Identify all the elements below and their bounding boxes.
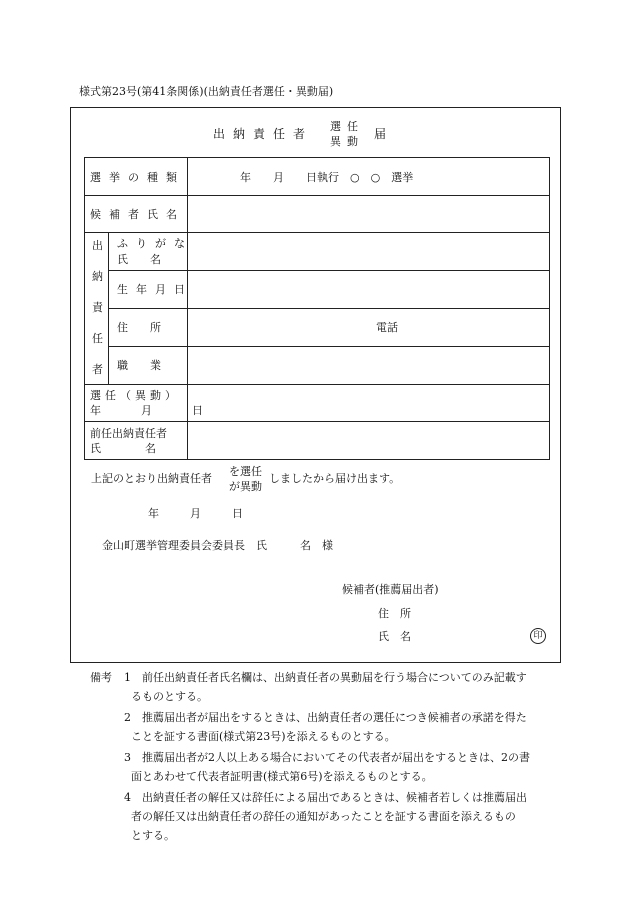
submitter-address-label: 住 所 [378,607,411,620]
form-label: 様式第23号(第41条関係)(出納責任者選任・異動届) [79,85,334,98]
submitter-name-label: 氏 名 [378,630,411,643]
table-line [549,157,550,459]
form-title-suffix: 届 [374,127,387,141]
table-line [108,232,109,384]
note-text: るものとする。 [131,690,208,703]
note-number: 3 [124,751,131,764]
table-line [84,195,550,196]
statement-option-change: が異動 [229,480,262,493]
table-line [108,308,550,309]
appointment-date-label: 選任（異動） [90,389,180,402]
note-text: とする。 [131,829,175,842]
statement-option-appoint: を選任 [229,465,262,478]
note-number: 1 [124,671,131,684]
election-type-value: 年 月 日執行 ○ ○ 選挙 [240,171,414,184]
note-text: 推薦届出者が届出をするときは、出納責任者の選任につき候補者の承諾を得た [142,711,527,724]
table-line [84,157,550,158]
note-text: 面とあわせて代表者証明書(様式第6号)を添えるものとする。 [131,770,433,783]
treasurer-label-char: 者 [92,363,103,376]
address-label: 住 所 [117,321,161,334]
form-title-main: 出納責任者 [213,127,314,141]
treasurer-label-char: 出 [92,239,103,252]
submitter-title: 候補者(推薦届出者) [342,583,439,596]
table-line [84,421,550,422]
note-text: 出納責任者の解任又は辞任による届出であるときは、候補者若しくは推薦届出 [142,791,527,804]
seal-mark: 印 [530,628,546,644]
phone-label: 電話 [376,321,398,334]
election-type-label: 選挙の種類 [90,171,185,184]
table-line [84,232,550,233]
occupation-label: 職 業 [117,359,161,372]
note-text: 前任出納責任者氏名欄は、出納責任者の異動届を行う場合についてのみ記載す [142,671,527,684]
notes-heading: 備考 [90,671,112,684]
furigana-label: ふりがな [117,237,193,250]
note-text: 者の解任又は出納責任者の辞任の通知があったことを証する書面を添えるもの [131,810,516,823]
table-line [84,384,550,385]
note-number: 2 [124,711,131,724]
prev-treasurer-label: 前任出納責任者 [90,427,167,440]
statement-prefix: 上記のとおり出納責任者 [91,472,212,485]
addressee: 金山町選挙管理委員会委員長 氏 名 様 [102,539,333,552]
note-text: ことを証する書面(様式第23号)を添えるものとする。 [131,730,396,743]
form-title-option-appoint: 選任 [330,120,364,133]
treasurer-label-char: 納 [92,270,103,283]
treasurer-label-char: 責 [92,301,103,314]
table-line [84,157,85,459]
table-line [84,459,550,460]
candidate-name-label: 候補者氏名 [90,208,185,221]
statement-suffix: しましたから届け出ます。 [269,472,401,485]
table-line [108,346,550,347]
treasurer-label-char: 任 [92,332,103,345]
birthdate-label: 生年月日 [117,283,193,296]
note-text: 推薦届出者が2人以上ある場合においてその代表者が届出をするときは、2の書 [142,751,530,764]
table-line [108,270,550,271]
appointment-date-sublabel: 年 月 日 [90,404,209,417]
treasurer-name-label: 氏 名 [117,253,161,266]
note-number: 4 [124,791,131,804]
form-frame [70,107,561,663]
form-title-option-change: 異動 [330,135,364,148]
prev-treasurer-sublabel: 氏 名 [90,442,156,455]
date-line: 年 月 日 [148,507,246,520]
